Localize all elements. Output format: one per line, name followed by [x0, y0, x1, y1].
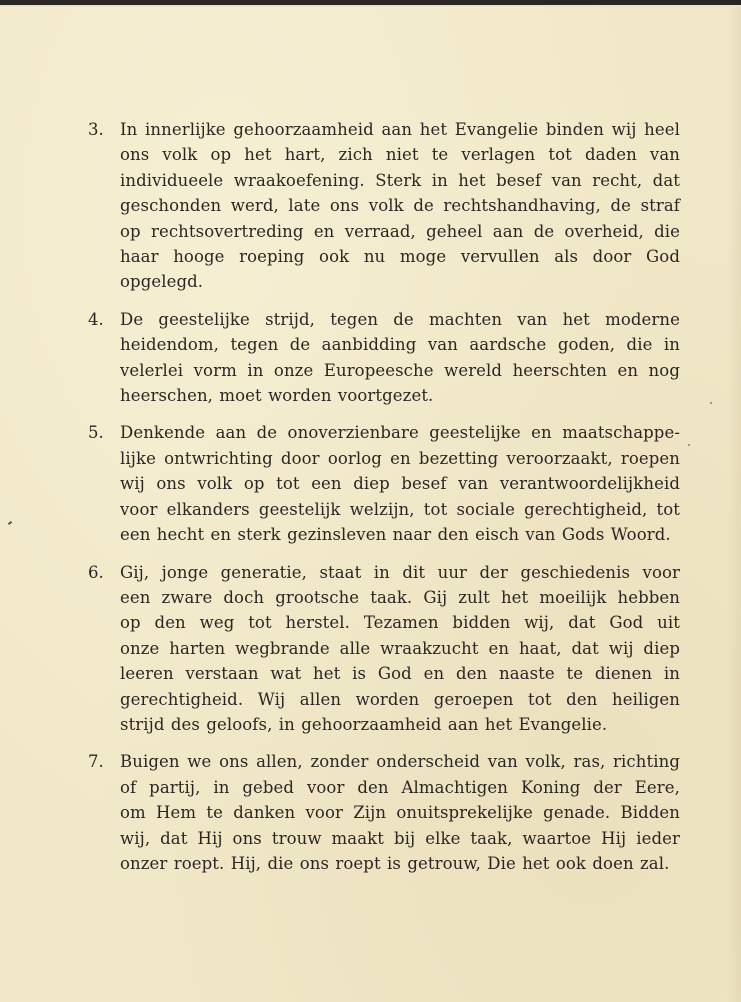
article-number: 5.	[88, 423, 104, 443]
article-text-line: een zware doch grootsche taak. Gij zult het moeilijk hebben	[120, 587, 680, 607]
article-text	[120, 749, 680, 876]
article-text-line: geschonden werd, late ons volk de rechtshandhaving, de straf	[120, 196, 680, 216]
article-number: 7.	[88, 752, 104, 772]
article-text-line: voor elkanders geestelijk welzijn, tot sociale gerechtigheid, tot	[120, 499, 680, 519]
article-text-line: lijke ontwrichting door oorlog en bezetting veroorzaakt, roepen	[120, 448, 680, 468]
paper-speck	[688, 444, 690, 446]
article-text-line: individueele wraakoefening. Sterk in het besef van recht, dat	[120, 170, 680, 190]
article-text-line: op den weg tot herstel. Tezamen bidden wij, dat God uit	[120, 613, 680, 633]
article-text-line: opgelegd.	[120, 272, 204, 292]
article-text-line: Buigen we ons allen, zonder onderscheid van volk, ras, richting	[120, 752, 680, 772]
article-text-line: In innerlijke gehoorzaamheid aan het Evangelie binden wij heel	[120, 120, 680, 139]
numbered-article-list	[88, 117, 680, 888]
paper-speck	[710, 402, 712, 404]
article-text	[120, 307, 680, 409]
article-text-line: strijd des geloofs, in gehoorzaamheid aan het Evangelie.	[120, 714, 608, 734]
article-text-line: op rechtsovertreding en verraad, geheel aan de overheid, die	[120, 221, 680, 241]
article-text-line: of partij, in gebed voor den Almachtigen Koning der Eere,	[120, 777, 680, 797]
article-item	[88, 749, 680, 876]
article-text-line: heidendom, tegen de aanbidding van aardsche goden, die in	[120, 335, 680, 355]
margin-pencil-mark	[8, 521, 12, 525]
article-item	[88, 560, 680, 738]
article-item	[88, 307, 680, 409]
article-text-line: heerschen, moet worden voortgezet.	[120, 386, 434, 406]
article-number: 4.	[88, 309, 104, 329]
article-text-line: haar hooge roeping ook nu moge vervullen als door God	[120, 247, 680, 267]
article-text-line: De geestelijke strijd, tegen de machten van het moderne	[120, 309, 680, 329]
article-number: 3.	[88, 120, 104, 139]
article-text	[120, 117, 680, 295]
article-text	[120, 420, 680, 547]
article-text-line: onze harten wegbrande alle wraakzucht en haat, dat wij diep	[120, 638, 680, 658]
article-text	[120, 560, 680, 738]
article-text-line: Denkende aan de onoverzienbare geestelijke en maatschappe-	[120, 423, 680, 443]
article-text-line: een hecht en sterk gezinsleven naar den eisch van Gods Woord.	[120, 525, 671, 545]
article-text-line: velerlei vorm in onze Europeesche wereld heerschten en nog	[120, 360, 680, 380]
article-text-line: wij, dat Hij ons trouw maakt bij elke taak, waartoe Hij ieder	[120, 828, 680, 848]
article-number: 6.	[88, 562, 104, 582]
article-text-line: ons volk op het hart, zich niet te verlagen tot daden van	[120, 145, 680, 165]
article-item	[88, 117, 680, 295]
article-text-line: wij ons volk op tot een diep besef van verantwoordelijkheid	[120, 474, 680, 494]
article-text-line: gerechtigheid. Wij allen worden geroepen tot den heiligen	[120, 689, 680, 709]
article-text-line: Gij, jonge generatie, staat in dit uur der geschiedenis voor	[120, 562, 680, 582]
article-text-line: onzer roept. Hij, die ons roept is getrouw, Die het ook doen zal.	[120, 853, 670, 873]
article-item	[88, 420, 680, 547]
article-text-line: om Hem te danken voor Zijn onuitsprekelijke genade. Bidden	[120, 803, 680, 823]
article-text-line: leeren verstaan wat het is God en den naaste te dienen in	[120, 664, 680, 684]
document-page	[0, 5, 741, 1002]
